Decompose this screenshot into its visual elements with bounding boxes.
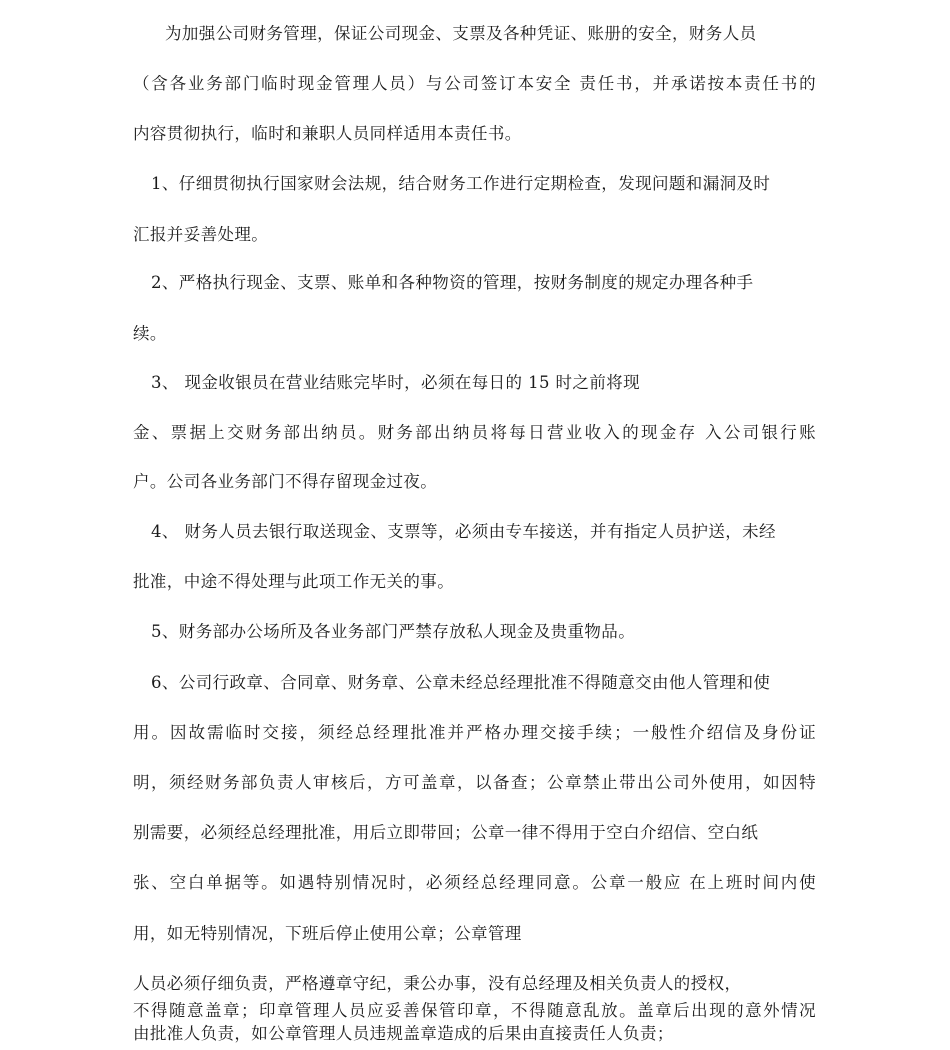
item-1-line-1: 1、仔细贯彻执行国家财会法规，结合财务工作进行定期检查，发现问题和漏洞及时 xyxy=(151,174,771,193)
item-3-line-2: 金、票据上交财务部出纳员。财务部出纳员将每日营业收入的现金存 入公司银行账 xyxy=(133,423,816,442)
item-3-line-3: 户。公司各业务部门不得存留现金过夜。 xyxy=(133,472,438,491)
item-6-line-2: 用。因故需临时交接，须经总经理批准并严格办理交接手续；一般性介绍信及身份证 xyxy=(133,723,816,742)
item-5-line-1: 5、财务部办公场所及各业务部门严禁存放私人现金及贵重物品。 xyxy=(151,622,636,641)
item-6-line-3: 明，须经财务部负责人审核后，方可盖章，以备查；公章禁止带出公司外使用，如因特 xyxy=(133,773,816,792)
intro-line-3: 内容贯彻执行，临时和兼职人员同样适用本责任书。 xyxy=(133,124,522,143)
item-2-line-2: 续。 xyxy=(133,324,167,343)
item-6-line-7: 人员必须仔细负责，严格遵章守纪，秉公办事，没有总经理及相关负责人的授权， xyxy=(133,974,742,993)
item-1-line-2: 汇报并妥善处理。 xyxy=(133,225,269,244)
intro-line-1: 为加强公司财务管理，保证公司现金、支票及各种凭证、账册的安全，财务人员 xyxy=(165,24,757,43)
item-2-line-1: 2、严格执行现金、支票、账单和各种物资的管理，按财务制度的规定办理各种手 xyxy=(151,273,754,292)
item-3-line-1: 3、 现金收银员在营业结账完毕时，必须在每日的 15 时之前将现 xyxy=(151,373,641,392)
intro-line-2: （含各业务部门临时现金管理人员）与公司签订本安全 责任书，并承诺按本责任书的 xyxy=(133,74,816,93)
item-6-line-9: 由批准人负责，如公章管理人员违规盖章造成的后果由直接责任人负责； xyxy=(133,1024,674,1043)
item-6-line-5: 张、空白单据等。如遇特别情况时，必须经总经理同意。公章一般应 在上班时间内使 xyxy=(133,873,816,892)
item-6-line-4: 别需要，必须经总经理批准，用后立即带回；公章一律不得用于空白介绍信、空白纸 xyxy=(133,823,759,842)
item-6-line-8: 不得随意盖章；印章管理人员应妥善保管印章，不得随意乱放。盖章后出现的意外情况 xyxy=(133,1001,816,1020)
item-4-line-2: 批准，中途不得处理与此项工作无关的事。 xyxy=(133,572,455,591)
item-4-line-1: 4、 财务人员去银行取送现金、支票等，必须由专车接送，并有指定人员护送，未经 xyxy=(151,522,776,541)
item-6-line-6: 用，如无特别情况，下班后停止使用公章；公章管理 xyxy=(133,924,522,943)
item-6-line-1: 6、公司行政章、合同章、财务章、公章未经总经理批准不得随意交由他人管理和使 xyxy=(151,673,771,692)
